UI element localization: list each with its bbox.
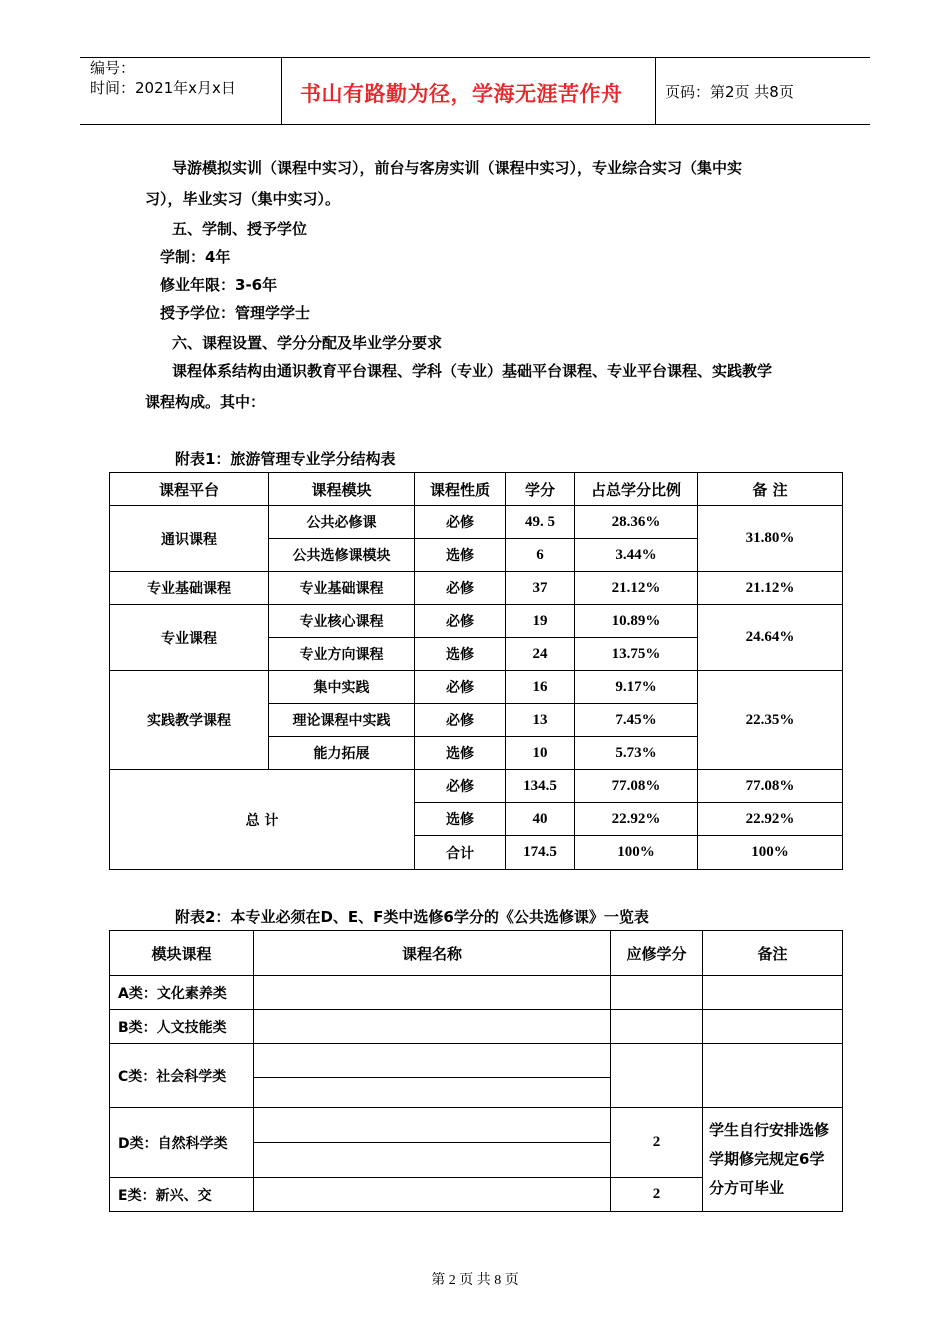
course-name-cell (254, 1143, 611, 1178)
platform-cell: 实践教学课程 (110, 671, 269, 770)
credit-cell: 16 (506, 671, 575, 704)
total-label-cell: 总 计 (110, 770, 415, 870)
header-page-label: 页码：第2页 共8页 (665, 83, 794, 101)
table2-header-row (110, 931, 843, 976)
credit-cell: 2 (611, 1108, 703, 1178)
module-cell: 公共选修课模块 (269, 539, 415, 572)
nature-cell: 选修 (415, 737, 506, 770)
remark-cell (703, 1044, 843, 1108)
table-row (110, 770, 843, 803)
credit-cell: 49. 5 (506, 506, 575, 539)
note-cell: 22.92% (698, 803, 843, 836)
credit-cell: 174.5 (506, 836, 575, 870)
header-top-rule (80, 57, 870, 58)
header-divider-right (655, 58, 656, 124)
note-cell: 100% (698, 836, 843, 870)
header-motto: 书山有路勤为径，学海无涯苦作舟 (300, 82, 623, 106)
module-cell: 能力拓展 (269, 737, 415, 770)
header-bottom-rule (80, 124, 870, 125)
credit-cell: 10 (506, 737, 575, 770)
remark-cell (703, 976, 843, 1010)
course-name-cell (254, 1010, 611, 1044)
nature-cell: 必修 (415, 572, 506, 605)
credit-cell: 13 (506, 704, 575, 737)
credit-cell: 2 (611, 1178, 703, 1212)
table-row (110, 976, 843, 1010)
table-row (110, 506, 843, 539)
note-cell: 24.64% (698, 605, 843, 671)
course-name-cell (254, 1078, 611, 1108)
table1-caption: 附表1：旅游管理专业学分结构表 (175, 450, 396, 468)
table-row (110, 671, 843, 704)
table-row (110, 572, 843, 605)
nature-cell: 合计 (415, 836, 506, 870)
note-cell: 31.80% (698, 506, 843, 572)
table2-header-remark: 备注 (703, 931, 843, 976)
module-cell: 专业核心课程 (269, 605, 415, 638)
paragraph-structure-line2: 课程构成。其中： (145, 393, 266, 411)
ratio-cell: 10.89% (575, 605, 698, 638)
module-cell: 理论课程中实践 (269, 704, 415, 737)
category-cell: B类：人文技能类 (110, 1010, 254, 1044)
module-cell: 专业方向课程 (269, 638, 415, 671)
paragraph-practice-line1: 导游模拟实训（课程中实习），前台与客房实训（课程中实习），专业综合实习（集中实 (172, 159, 743, 177)
table1-header-nature: 课程性质 (415, 473, 506, 506)
course-name-cell (254, 976, 611, 1010)
paragraph-practice-line2: 习），毕业实习（集中实习）。 (145, 190, 341, 208)
paragraph-structure-line1: 课程体系结构由通识教育平台课程、学科（专业）基础平台课程、专业平台课程、实践教学 (172, 362, 773, 380)
category-cell: E类：新兴、交 (110, 1178, 254, 1212)
ratio-cell: 7.45% (575, 704, 698, 737)
note-cell: 22.35% (698, 671, 843, 770)
ratio-cell: 9.17% (575, 671, 698, 704)
ratio-cell: 13.75% (575, 638, 698, 671)
duration-line: 学制：4年 (160, 248, 231, 266)
ratio-cell: 28.36% (575, 506, 698, 539)
credit-cell: 24 (506, 638, 575, 671)
module-cell: 公共必修课 (269, 506, 415, 539)
credit-cell (611, 1010, 703, 1044)
ratio-cell: 3.44% (575, 539, 698, 572)
ratio-cell: 22.92% (575, 803, 698, 836)
table-row (110, 1010, 843, 1044)
table1-header-note: 备 注 (698, 473, 843, 506)
credit-cell: 37 (506, 572, 575, 605)
ratio-cell: 100% (575, 836, 698, 870)
credit-cell: 134.5 (506, 770, 575, 803)
module-cell: 集中实践 (269, 671, 415, 704)
credit-structure-table (109, 472, 843, 870)
category-cell: A类：文化素养类 (110, 976, 254, 1010)
platform-cell: 专业课程 (110, 605, 269, 671)
table2-caption: 附表2：本专业必须在D、E、F类中选修6学分的《公共选修课》一览表 (175, 908, 649, 926)
platform-cell: 通识课程 (110, 506, 269, 572)
course-name-cell (254, 1178, 611, 1212)
table1-header-platform: 课程平台 (110, 473, 269, 506)
credit-cell: 40 (506, 803, 575, 836)
document-number-label: 编号： (90, 59, 136, 77)
nature-cell: 必修 (415, 704, 506, 737)
table1-header-row (110, 473, 843, 506)
credit-cell: 6 (506, 539, 575, 572)
table1-header-credit: 学分 (506, 473, 575, 506)
platform-cell: 专业基础课程 (110, 572, 269, 605)
study-years-line: 修业年限：3-6年 (160, 276, 278, 294)
table-row (110, 1044, 843, 1078)
table1-header-module: 课程模块 (269, 473, 415, 506)
section-6-heading: 六、课程设置、学分分配及毕业学分要求 (172, 334, 443, 352)
ratio-cell: 21.12% (575, 572, 698, 605)
document-time-label: 时间：2021年x月x日 (90, 79, 236, 97)
nature-cell: 必修 (415, 770, 506, 803)
ratio-cell: 5.73% (575, 737, 698, 770)
nature-cell: 必修 (415, 671, 506, 704)
table2-header-credits: 应修学分 (611, 931, 703, 976)
degree-line: 授予学位：管理学学士 (160, 304, 311, 322)
table2-header-course-name: 课程名称 (254, 931, 611, 976)
table-row (110, 1108, 843, 1143)
nature-cell: 必修 (415, 506, 506, 539)
note-cell: 77.08% (698, 770, 843, 803)
remark-cell (703, 1010, 843, 1044)
ratio-cell: 77.08% (575, 770, 698, 803)
table-row (110, 605, 843, 638)
module-cell: 专业基础课程 (269, 572, 415, 605)
table2-header-module: 模块课程 (110, 931, 254, 976)
nature-cell: 选修 (415, 803, 506, 836)
credit-cell: 19 (506, 605, 575, 638)
category-cell: D类：自然科学类 (110, 1108, 254, 1178)
page-footer: 第 2 页 共 8 页 (431, 1273, 519, 1288)
remark-cell: 学生自行安排选修学期修完规定6学分方可毕业 (703, 1108, 843, 1212)
nature-cell: 选修 (415, 638, 506, 671)
nature-cell: 必修 (415, 605, 506, 638)
public-elective-table (109, 930, 843, 1212)
note-cell: 21.12% (698, 572, 843, 605)
table1-header-ratio: 占总学分比例 (575, 473, 698, 506)
category-cell: C类：社会科学类 (110, 1044, 254, 1108)
credit-cell (611, 976, 703, 1010)
course-name-cell (254, 1108, 611, 1143)
header-divider-left (281, 58, 282, 124)
course-name-cell (254, 1044, 611, 1078)
section-5-heading: 五、学制、授予学位 (172, 220, 308, 238)
nature-cell: 选修 (415, 539, 506, 572)
credit-cell (611, 1044, 703, 1108)
